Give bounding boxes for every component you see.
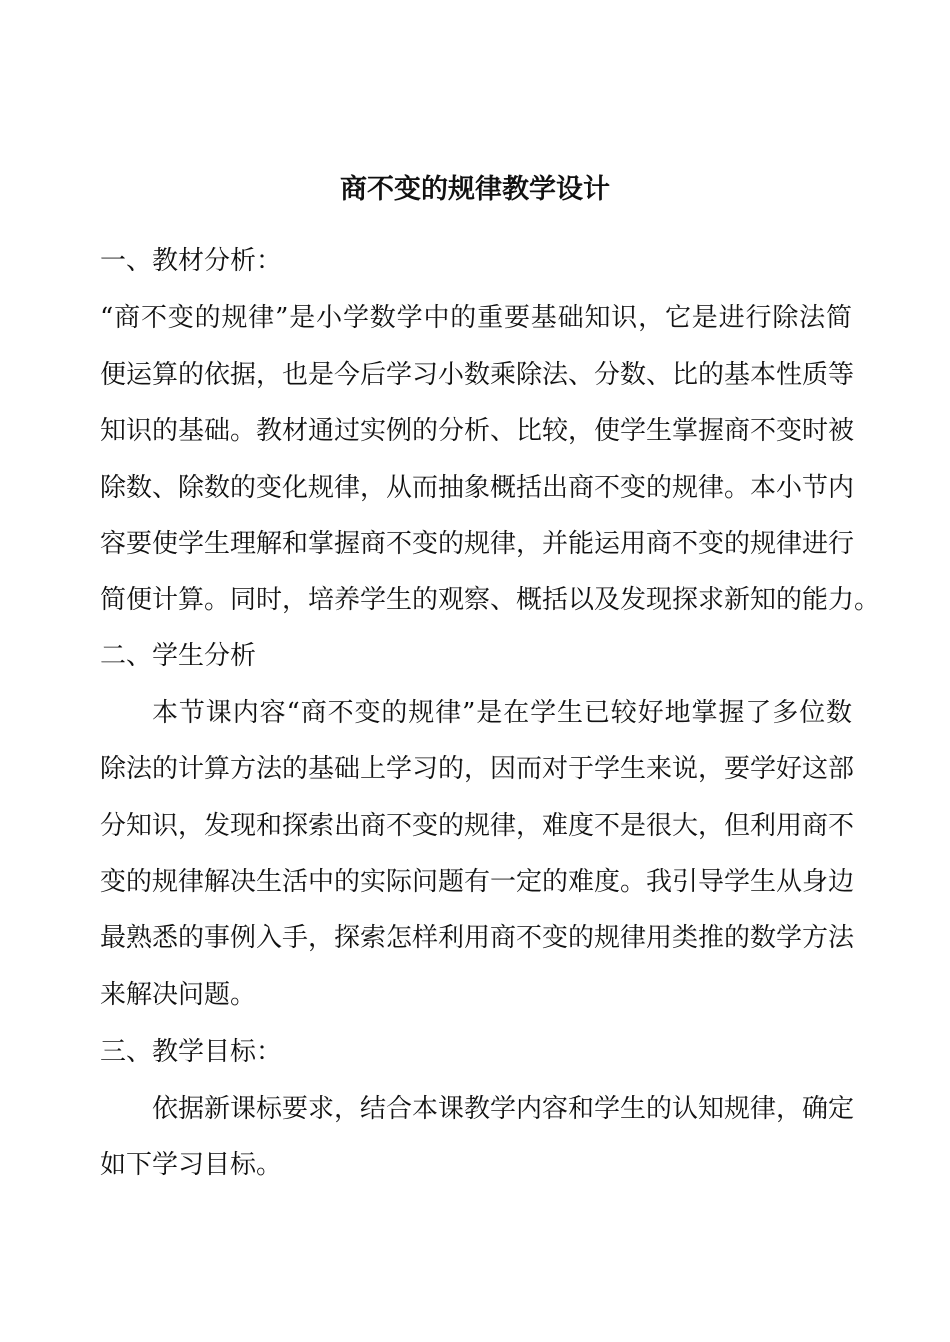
- paragraph-line: 变的规律解决生活中的实际问题有一定的难度。我引导学生从身边: [100, 867, 855, 897]
- paragraph-line: 除数、除数的变化规律，从而抽象概括出商不变的规律。本小节内: [100, 473, 855, 503]
- paragraph-line: 除法的计算方法的基础上学习的，因而对于学生来说，要学好这部: [100, 754, 855, 784]
- paragraph-line: 来解决问题。: [100, 980, 257, 1010]
- paragraph-line: 分知识，发现和探索出商不变的规律，难度不是很大，但利用商不: [100, 811, 855, 841]
- paragraph-line: 知识的基础。教材通过实例的分析、比较，使学生掌握商不变时被: [100, 416, 855, 446]
- section-heading: 一、教材分析：: [100, 246, 283, 276]
- document-title: 商不变的规律教学设计: [340, 174, 610, 205]
- paragraph-line: 容要使学生理解和掌握商不变的规律，并能运用商不变的规律进行: [100, 529, 855, 559]
- paragraph-line: 简便计算。同时，培养学生的观察、概括以及发现探求新知的能力。: [100, 585, 881, 615]
- section-heading: 二、学生分析: [100, 641, 257, 671]
- paragraph-line: “商不变的规律”是小学数学中的重要基础知识，它是进行除法简: [100, 303, 852, 333]
- paragraph-line: 最熟悉的事例入手，探索怎样利用商不变的规律用类推的数学方法: [100, 923, 855, 953]
- section-heading: 三、教学目标：: [100, 1037, 283, 1067]
- paragraph-line: 如下学习目标。: [100, 1150, 283, 1180]
- paragraph-line: 依据新课标要求，结合本课教学内容和学生的认知规律，确定: [152, 1094, 855, 1124]
- paragraph-line: 便运算的依据，也是今后学习小数乘除法、分数、比的基本性质等: [100, 360, 855, 390]
- paragraph-line: 本节课内容“商不变的规律”是在学生已较好地掌握了多位数: [152, 698, 852, 728]
